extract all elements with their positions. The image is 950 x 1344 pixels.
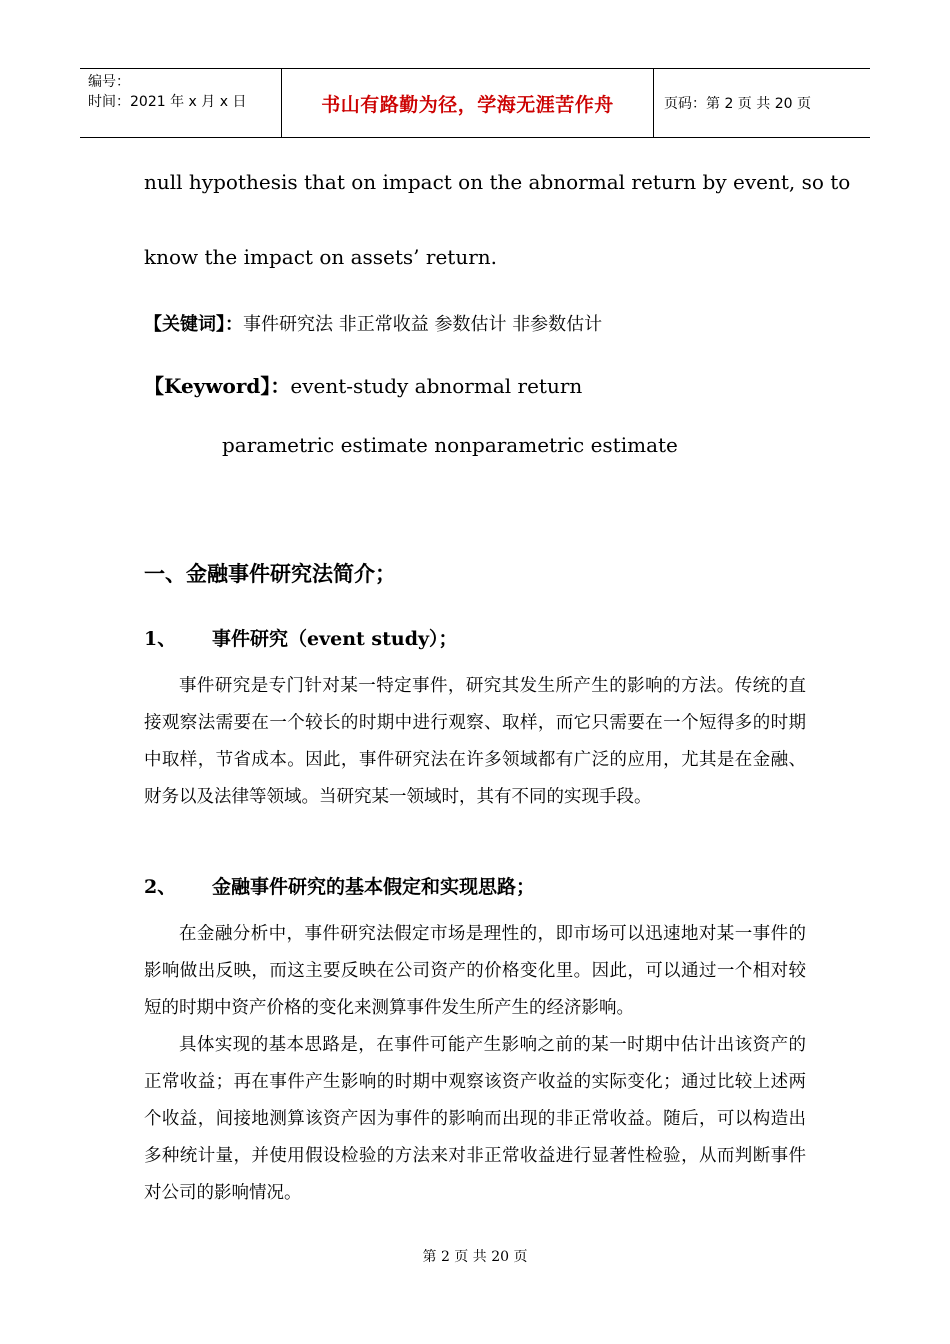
- keywords-en-line-1: event-study abnormal return: [290, 374, 583, 398]
- subsection-1-heading: [144, 624, 458, 651]
- keywords-en-line-2: parametric estimate nonparametric estimate: [222, 433, 678, 457]
- keywords-cn-text: 事件研究法 非正常收益 参数估计 非参数估计: [243, 314, 603, 335]
- page-header: [80, 68, 870, 138]
- header-page-info: 页码：第 2 页 共 20 页: [664, 96, 811, 112]
- page-footer: 第 2 页 共 20 页: [422, 1249, 528, 1265]
- subsection-2-number: 2、: [144, 876, 177, 898]
- subsection-1-number: 1、: [144, 628, 177, 650]
- section-1-title: 一、金融事件研究法简介；: [144, 562, 396, 586]
- abstract-line-2: know the impact on assets’ return.: [144, 245, 498, 269]
- keywords-cn: [144, 310, 602, 336]
- keywords-en: [144, 370, 582, 399]
- document-date: 时间：2021 年 x 月 x 日: [88, 94, 247, 110]
- subsection-1-title: 事件研究（event study）；: [212, 628, 458, 650]
- subsection-2-paragraph-2: 具体实现的基本思路是，在事件可能产生影响之前的某一时期中估计出该资产的正常收益；再在事件产生影响的时期中观察该资产收益的实际变化；通过比较上述两个收益，间接地测算该资产因为事件的影响而出现的非正常收益。随后，可以构造出多种统计量，并使用假设检验的方法来对非正常收益进行显著性检验，从而判断事件对公司的影响情况。: [144, 1035, 806, 1203]
- header-meta: [80, 69, 282, 137]
- subsection-1-paragraph: 事件研究是专门针对某一特定事件，研究其发生所产生的影响的方法。传统的直接观察法需要在一个较长的时期中进行观察、取样，而它只需要在一个短得多的时期中取样，节省成本。因此，事件研究法在许多领域都有广泛的应用，尤其是在金融、财务以及法律等领域。当研究某一领域时，其有不同的实现手段。: [144, 676, 806, 807]
- keywords-cn-label: 【关键词】：: [144, 314, 243, 335]
- subsection-2-heading: [144, 872, 535, 899]
- document-number-label: 编号：: [88, 74, 130, 90]
- header-motto: 书山有路勤为径，学海无涯苦作舟: [282, 69, 654, 137]
- abstract-line-1: null hypothesis that on impact on the abnormal return by event, so to: [144, 170, 851, 194]
- keywords-en-label: 【Keyword】：: [144, 374, 291, 398]
- subsection-2-paragraph-1: 在金融分析中，事件研究法假定市场是理性的，即市场可以迅速地对某一事件的影响做出反映，而这主要反映在公司资产的价格变化里。因此，可以通过一个相对较短的时期中资产价格的变化来测算事件发生所产生的经济影响。: [144, 924, 806, 1018]
- subsection-2-title: 金融事件研究的基本假定和实现思路；: [212, 876, 536, 898]
